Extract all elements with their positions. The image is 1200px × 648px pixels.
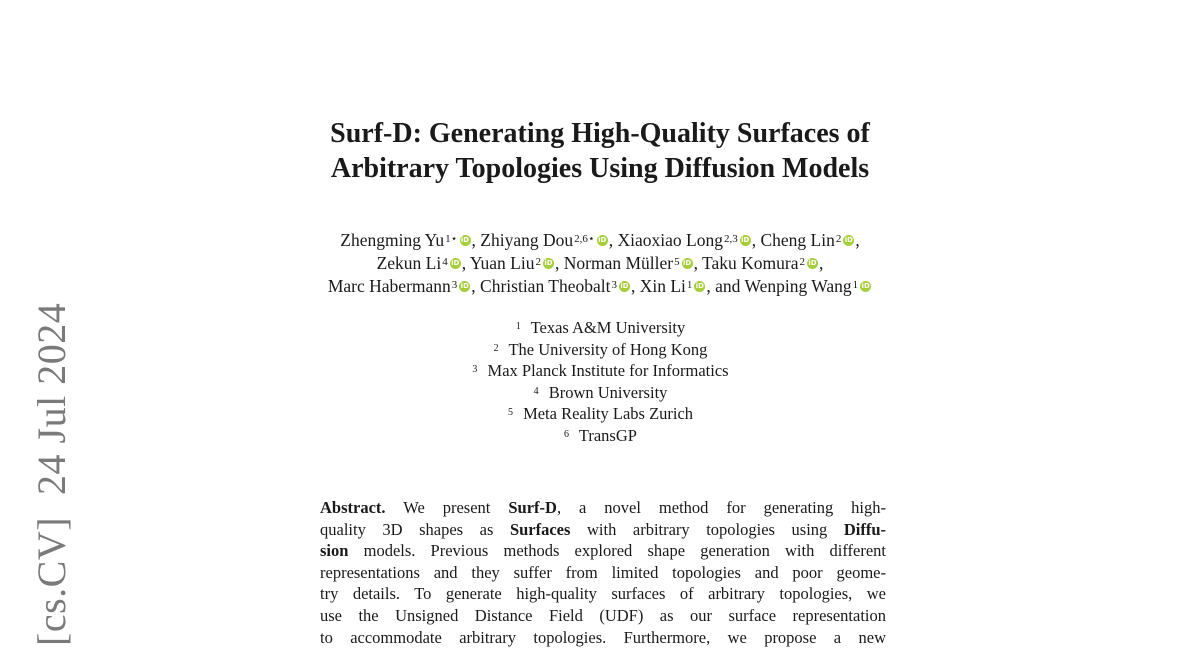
- author-affil-sup: 2,6⋆: [574, 233, 595, 245]
- abstract-text: We present: [403, 498, 509, 517]
- author-line: [0, 229, 1200, 252]
- affiliation-item: [0, 317, 1200, 339]
- abstract-bold-text: Diffu-: [843, 519, 886, 539]
- affiliation-item: [0, 425, 1200, 447]
- author-affil-sup: 4: [442, 256, 448, 268]
- abstract-text: , a novel method for generating high-: [556, 498, 886, 517]
- author-affil-sup: 1: [686, 279, 693, 291]
- orcid-icon[interactable]: iD: [861, 282, 870, 291]
- orcid-icon[interactable]: iD: [451, 259, 460, 268]
- abstract-bold-text: Surfaces: [509, 519, 571, 539]
- affiliation-name: TransGP: [578, 425, 637, 445]
- orcid-icon[interactable]: iD: [460, 282, 469, 291]
- abstract-line: [320, 540, 886, 562]
- orcid-icon[interactable]: iD: [695, 282, 704, 291]
- author-name: Zhengming Yu: [340, 230, 445, 250]
- author-name: Zhiyang Dou: [480, 230, 574, 250]
- abstract-line: use the Unsigned Distance Field (UDF) as our surface representation: [320, 605, 886, 625]
- author-name: Marc Habermann: [327, 276, 451, 296]
- abstract-text: models. Previous methods explored shape generation with different: [348, 541, 886, 561]
- author-separator: ,: [630, 276, 640, 296]
- author-separator: ,: [461, 253, 470, 273]
- affiliation-list: [0, 317, 1200, 446]
- orcid-icon[interactable]: iD: [598, 236, 607, 245]
- author-line: [0, 275, 1200, 298]
- orcid-icon[interactable]: iD: [741, 236, 750, 245]
- affiliation-item: [0, 360, 1200, 382]
- affiliation-number: 6: [564, 428, 570, 440]
- abstract-text: with arbitrary topologies using: [570, 519, 844, 539]
- author-name: Zekun Li: [376, 253, 442, 273]
- orcid-icon[interactable]: iD: [544, 259, 553, 268]
- paper-title: [0, 116, 1200, 186]
- author-separator: ,: [855, 230, 860, 250]
- affiliation-name: The University of Hong Kong: [508, 339, 708, 359]
- arxiv-category: [cs.CV]: [29, 516, 74, 646]
- author-affil-sup: 2,3: [723, 233, 738, 245]
- title-line-1: Surf-D: Generating High-Quality Surfaces of: [330, 118, 870, 149]
- author-name: Taku Komura: [702, 253, 799, 273]
- author-separator: ,: [819, 253, 824, 273]
- affiliation-number: 3: [472, 364, 478, 375]
- orcid-icon[interactable]: iD: [844, 236, 853, 245]
- abstract-label: Abstract.: [320, 498, 386, 517]
- orcid-icon[interactable]: iD: [460, 236, 470, 245]
- author-name: Norman Müller: [563, 253, 674, 273]
- author-separator: ,: [471, 230, 481, 250]
- author-affil-sup: 2: [535, 256, 541, 268]
- author-separator: ,: [706, 276, 716, 296]
- author-affil-sup: 3: [611, 279, 617, 291]
- author-name: and Wenping Wang: [715, 276, 852, 296]
- abstract: [320, 497, 886, 648]
- author-affil-sup: 1: [852, 279, 859, 291]
- author-name: Xiaoxiao Long: [617, 230, 723, 250]
- affiliation-name: Meta Reality Labs Zurich: [523, 404, 694, 423]
- author-name: Cheng Lin: [760, 230, 835, 250]
- affiliation-item: [0, 382, 1200, 404]
- abstract-line: to accommodate arbitrary topologies. Furthermore, we propose a new: [320, 627, 886, 647]
- author-separator: ,: [693, 253, 703, 273]
- arxiv-date: 24 Jul 2024: [29, 302, 74, 495]
- author-name: Yuan Liu: [469, 253, 535, 273]
- affiliation-number: 2: [493, 342, 499, 354]
- author-separator: ,: [471, 276, 481, 296]
- orcid-icon[interactable]: iD: [620, 282, 629, 291]
- orcid-icon[interactable]: iD: [808, 259, 817, 268]
- author-line: [0, 252, 1200, 275]
- author-list: [0, 229, 1200, 298]
- abstract-line: [320, 497, 886, 519]
- affiliation-name: Brown University: [548, 382, 668, 402]
- author-separator: ,: [555, 253, 564, 273]
- author-separator: ,: [751, 230, 761, 250]
- author-affil-sup: 3: [451, 279, 458, 291]
- author-affil-sup: 2: [799, 256, 806, 268]
- abstract-line: [320, 519, 886, 541]
- affiliation-number: 1: [515, 321, 521, 332]
- affiliation-name: Texas A&M University: [530, 318, 686, 337]
- author-name: Christian Theobalt: [480, 276, 611, 296]
- author-name: Xin Li: [639, 276, 686, 296]
- affiliation-item: [0, 403, 1200, 425]
- affiliation-number: 5: [507, 407, 513, 418]
- author-affil-sup: 5: [674, 256, 680, 268]
- abstract-text: quality 3D shapes as: [320, 519, 510, 539]
- abstract-line: try details. To generate high-quality surfaces of arbitrary topologies, we: [320, 584, 886, 604]
- abstract-line: representations and they suffer from limited topologies and poor geome-: [320, 562, 886, 582]
- abstract-bold-text: Surf-D: [508, 498, 557, 517]
- author-affil-sup: 2: [835, 233, 842, 245]
- abstract-bold-text: sion: [320, 541, 349, 561]
- title-line-2: Arbitrary Topologies Using Diffusion Models: [330, 153, 870, 184]
- orcid-icon[interactable]: iD: [683, 259, 692, 268]
- affiliation-name: Max Planck Institute for Informatics: [487, 361, 729, 380]
- affiliation-item: [0, 339, 1200, 361]
- affiliation-number: 4: [533, 385, 539, 397]
- author-affil-sup: 1⋆: [445, 233, 458, 245]
- author-separator: ,: [608, 230, 618, 250]
